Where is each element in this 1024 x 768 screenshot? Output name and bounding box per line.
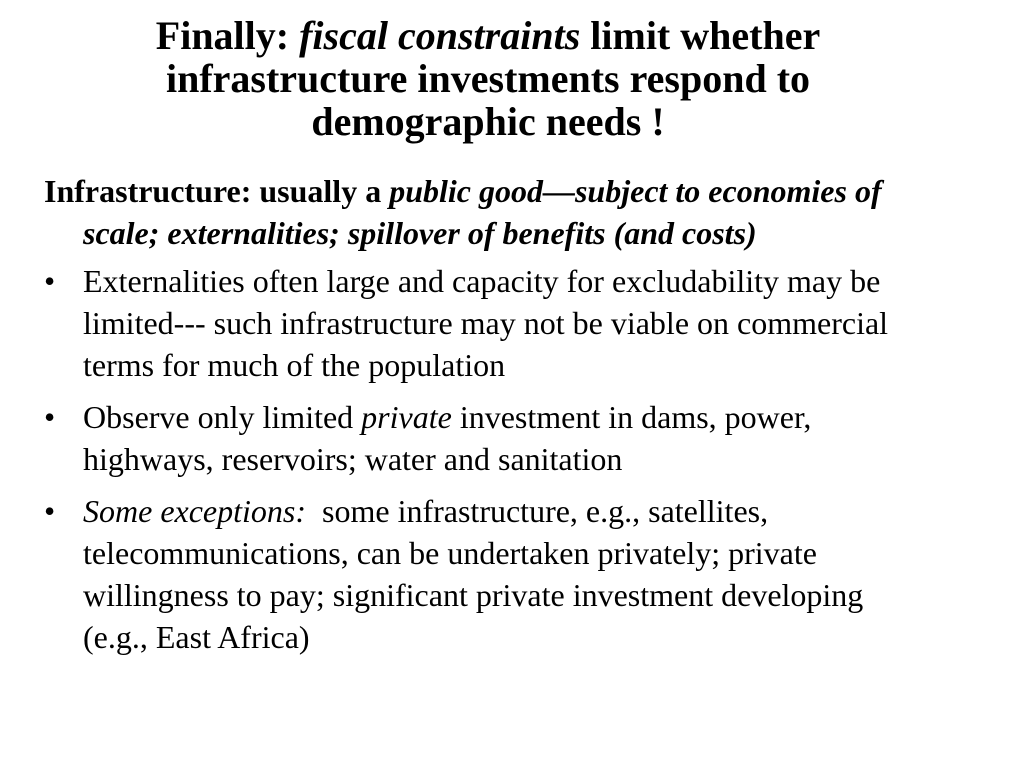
title-part-3: limit whether infrastructure investments respond to demographic needs ! (165, 13, 821, 144)
bullet-text: Externalities often large and capacity for excludability may be limited--- such infrastructure may not be viable on commercial terms for much of the population (83, 263, 889, 383)
title-emphasis: fiscal constraints (299, 13, 581, 58)
title-part-1: Finally: (155, 13, 300, 58)
bullet-icon: • (44, 399, 56, 435)
bullet-item (44, 396, 924, 480)
bullet-icon: • (44, 493, 56, 529)
lead-paragraph (44, 170, 924, 254)
lead-emphasis: public good—subject to economies of scale; externalities; spillover of benefits (and costs) (83, 173, 882, 251)
bullet-emphasis: Some exceptions: (83, 493, 307, 529)
slide-title (60, 14, 916, 143)
bullet-item (44, 260, 924, 386)
bullet-text-pre: Observe only limited (83, 399, 362, 435)
bullet-item (44, 490, 924, 658)
slide-body (44, 170, 924, 668)
bullet-list (44, 260, 924, 658)
bullet-text-post: investment in dams, power, highways, reservoirs; water and sanitation (83, 399, 812, 477)
bullet-icon: • (44, 263, 56, 299)
bullet-text-post: some infrastructure, e.g., satellites, telecommunications, can be undertaken privately; private willingness to pay; significant private investment developing (e.g., East Africa) (83, 493, 872, 655)
lead-part-1: Infrastructure: usually a (44, 173, 390, 209)
bullet-emphasis: private (361, 399, 452, 435)
